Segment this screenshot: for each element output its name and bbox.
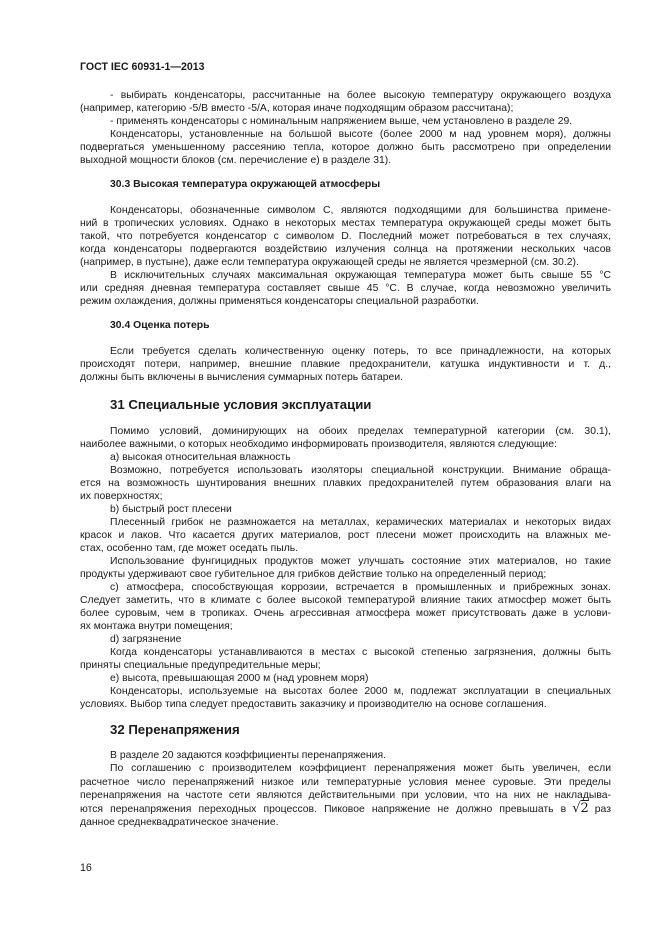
paragraph-line: (например, категорию -5/В вместо -5/А, которая иначе подходящим образом рассчитана); [80,103,514,114]
paragraph-line: - выбирать конденсаторы, рассчитанные на более высокую температуру окружающего воздуха [110,90,611,101]
paragraph-line: Когда конденсаторы устанавливаются в местах с высокой степенью загрязнения, должны быть [110,647,611,658]
paragraph-line: ях монтажа внутри помещения; [80,621,233,632]
text-block-32 [80,749,611,829]
paragraph-line: более суровым, чем в тропиках. Очень агрессивная атмосфера может присутствовать даже в услови- [80,608,611,619]
document-code-header: ГОСТ IEC 60931-1—2013 [80,61,205,73]
line-text-before-root: ются перенапряжения переходных процессов. Пиковое напряжение не должно превышать в [80,803,567,815]
line-text-after-root: раз [594,803,611,815]
paragraph-line: данное среднеквадратическое значение. [80,817,279,829]
paragraph-line: - применять конденсаторы с номинальным напряжением выше, чем установлено в разделе 29. [110,116,573,127]
paragraph-line: режим охлаждения, должны применяться конденсаторы специальной разработки. [80,296,479,307]
paragraph-line: приняты специальные предупредительные меры; [80,660,321,671]
paragraph-line: (например, в пустыне), даже если температура окружающей среды не является чрезмерной (см. 30.2). [80,257,579,268]
radicand: 2 [580,800,589,816]
paragraph-line: d) загрязнение [110,634,182,645]
paragraph-line: По соглашению с производителем коэффициент перенапряжения может быть увеличен, если [110,763,611,775]
paragraph-line: ний в тропических условиях. Однако в некоторых местах температура окружающей среды может быть [80,218,611,229]
heading-32: 32 Перенапряжения [110,722,240,737]
paragraph-line: Конденсаторы, установленные на большой высоте (более 2000 м над уровнем моря), должны [110,129,611,140]
square-root-symbol: √2 [572,800,589,816]
heading-30-3: 30.3 Высокая температура окружающей атмосферы [110,179,381,190]
paragraph-line: расчетное число перенапряжений низкое или температурные условия менее суровые. Эти пределы [80,776,611,788]
paragraph-line: Конденсаторы, обозначенные символом С, являются подходящими для большинства примене- [110,205,611,216]
paragraph-line: выходной мощности блоков (см. перечисление е) в разделе 31). [80,155,392,166]
paragraph-line: перенапряжения на частоте сети являются действительными при условии, что на них не накладыва- [80,790,611,802]
text-block-30-4 [80,345,611,384]
paragraph-line: Плесенный грибок не размножается на металлах, керамических материалах и некоторых видах [110,517,611,528]
paragraph-line: е) высота, превышающая 2000 м (над уровнем моря) [110,673,369,684]
paragraph-line: должны быть включены в вычисления суммарных потерь батареи. [80,372,404,383]
paragraph-line: Следует заметить, что в климате с более высокой температурой влияние таких атмосфер может быть [80,595,611,606]
paragraph-line: Конденсаторы, используемые на высотах более 2000 м, подлежат эксплуатации в специальных [110,686,611,697]
heading-31: 31 Специальные условия эксплуатации [110,397,372,412]
paragraph-line: или средняя дневная температура составляет свыше 45 °С. В случае, когда невозможно увеличить [80,283,611,294]
paragraph-line: Использование фунгицидных продуктов может улучшать состояние этих материалов, но такие [110,556,611,567]
paragraph-line: Если требуется сделать количественную оценку потерь, то все принадлежности, на которых [110,346,611,357]
paragraph-line: с) атмосфера, способствующая коррозии, встречается в промышленных и прибрежных зонах. [110,582,611,593]
text-block-31 [80,425,611,711]
paragraph-line [80,800,611,816]
paragraph-line: такой, что потребуется конденсатор с символом D. Последний может потребоваться в тех случаях, [80,231,611,242]
paragraph-line: В разделе 20 задаются коэффициенты перенапряжения. [110,750,386,761]
page-number: 16 [80,862,92,874]
paragraph-line: продукты удерживают свое губительное для грибков действие только на определенный период; [80,569,547,580]
paragraph-line: когда конденсаторы подвергаются воздействию излучения солнца на протяжении нескольких часов [80,244,611,255]
paragraph-line: Возможно, потребуется использовать изоляторы специальной конструкции. Внимание обраща- [110,465,611,476]
paragraph-line: подвергаться уменьшенному рассеянию тепла, которое должно быть рассмотрено при определении [80,142,611,153]
paragraph-line: а) высокая относительная влажность [110,452,291,463]
paragraph-line: их поверхностях; [80,491,163,502]
paragraph-line: условиях. Выбор типа следует предоставить заказчику и производителю на основе соглашения. [80,699,547,710]
paragraph-line: ется на возможность шунтирования внешних плавких предохранителей путем образования влаги на [80,478,611,489]
paragraph-line: В исключительных случаях максимальная окружающая температура может быть свыше 55 °С [110,270,611,281]
text-block-30-3 [80,204,611,308]
paragraph-line: b) быстрый рост плесени [110,504,232,515]
text-block-30-2-end [80,89,611,167]
heading-30-4: 30.4 Оценка потерь [110,320,210,331]
paragraph-line: Помимо условий, доминирующих на обоих пределах температурной категории (см. 30.1), [110,426,611,437]
paragraph-line: красок и лаков. Что касается других материалов, рост плесени может происходить на влажных ме- [80,530,611,541]
paragraph-line: стах, особенно там, где может оседать пыль. [80,543,299,554]
paragraph-line: происходят потери, например, внешние плавкие предохранители, катушка индуктивности и т. д., [80,359,611,370]
paragraph-line: наиболее важными, о которых необходимо информировать производителя, являются следующие: [80,439,557,450]
